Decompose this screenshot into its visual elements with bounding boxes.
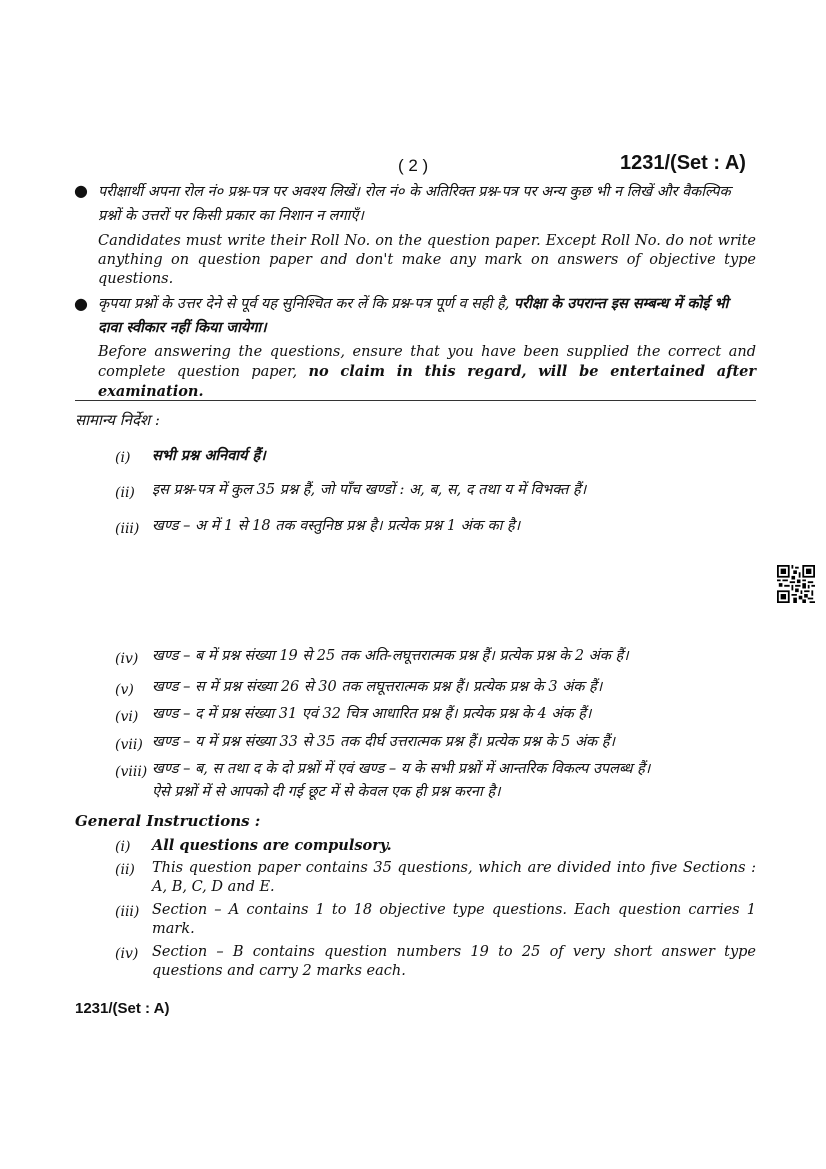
hindi-item: खण्ड – द में प्रश्न संख्या 31 एवं 32 चित्र आधारित प्रश्न हैं। प्रत्येक प्रश्न के 4 अंक हैं। (152, 706, 592, 722)
qr-code-icon (777, 565, 815, 603)
item-number: (vi) (115, 709, 139, 725)
item-number: (viii) (115, 764, 148, 780)
notice-2-english-bold: no claim in this regard, will be entertained after examination. (98, 363, 757, 400)
hindi-instructions-title: सामान्य निर्देश : (75, 411, 160, 429)
hindi-item: सभी प्रश्न अनिवार्य हैं। (152, 447, 266, 464)
bullet-icon: ● (74, 181, 88, 200)
general-item: Section – B contains question numbers 19 to 25 of very short answer type questions and carry 2 marks each. (152, 944, 756, 979)
item-number: (vii) (115, 737, 143, 753)
set-code-header: 1231/(Set : A) (620, 152, 746, 174)
item-number: (iv) (115, 946, 139, 962)
page-number: ( 2 ) (398, 156, 429, 175)
notice-2-english (98, 343, 756, 402)
notice-1-hindi: परीक्षार्थी अपना रोल नं० प्रश्न-पत्र पर अवश्य लिखें। रोल नं० के अतिरिक्त प्रश्न-पत्र पर अन्य कुछ भी न लिखें और वैकल्पिक प्रश्नों के उत्तरों पर किसी प्रकार का निशान न लगाएँ। (98, 184, 731, 224)
hindi-item: खण्ड – स में प्रश्न संख्या 26 से 30 तक लघूत्तरात्मक प्रश्न हैं। प्रत्येक प्रश्न के 3 अंक हैं। (152, 679, 603, 695)
item-number: (iv) (115, 651, 139, 667)
notice-2-hindi (98, 292, 756, 340)
hindi-item: इस प्रश्न-पत्र में कुल 35 प्रश्न हैं, जो पाँच खण्डों : अ, ब, स, द तथा य में विभक्त हैं। (152, 482, 587, 498)
general-instructions-title: General Instructions : (75, 812, 261, 830)
item-number: (ii) (115, 862, 135, 878)
item-number: (i) (115, 839, 131, 855)
hindi-item-continued: ऐसे प्रश्नों में से आपको दी गई छूट में से केवल एक ही प्रश्न करना है। (152, 784, 501, 800)
notice-2-hindi-text: कृपया प्रश्नों के उत्तर देने से पूर्व यह सुनिश्चित कर लें कि प्रश्न-पत्र पूर्ण व सही है, (98, 296, 510, 312)
hindi-item: खण्ड – अ में 1 से 18 तक वस्तुनिष्ठ प्रश्न है। प्रत्येक प्रश्न 1 अंक का है। (152, 518, 521, 534)
notice-2-hindi-bold: परीक्षा के उपरान्त इस सम्बन्ध में कोई भी दावा स्वीकार नहीं किया जायेगा। (98, 295, 729, 336)
item-number: (ii) (115, 485, 135, 501)
general-item: Section – A contains 1 to 18 objective type questions. Each question carries 1 mark. (152, 902, 756, 937)
divider (75, 400, 756, 401)
item-number: (iii) (115, 521, 140, 537)
notice-1-english: Candidates must write their Roll No. on the question paper. Except Roll No. do not write anything on question paper and don't make any mark on answers of objective type questions. (98, 233, 756, 287)
item-number: (i) (115, 450, 131, 466)
item-number: (v) (115, 682, 134, 698)
general-item: All questions are compulsory. (152, 837, 392, 854)
set-code-footer: 1231/(Set : A) (75, 1000, 170, 1017)
item-number: (iii) (115, 904, 140, 920)
general-item: This question paper contains 35 questions, which are divided into five Sections : A, B, C, D and E. (152, 860, 756, 895)
hindi-item: खण्ड – ब में प्रश्न संख्या 19 से 25 तक अति-लघूत्तरात्मक प्रश्न हैं। प्रत्येक प्रश्न के 2 अंक हैं। (152, 648, 629, 664)
hindi-item: खण्ड – ब, स तथा द के दो प्रश्नों में एवं खण्ड – य के सभी प्रश्नों में आन्तरिक विकल्प उपलब्ध हैं। (152, 761, 651, 777)
notice-2-english-text: Before answering the questions, ensure that you have been supplied the correct and complete question paper, (98, 344, 756, 380)
hindi-item: खण्ड – य में प्रश्न संख्या 33 से 35 तक दीर्घ उत्तरात्मक प्रश्न हैं। प्रत्येक प्रश्न के 5 अंक हैं। (152, 734, 615, 750)
bullet-icon: ● (74, 294, 88, 313)
